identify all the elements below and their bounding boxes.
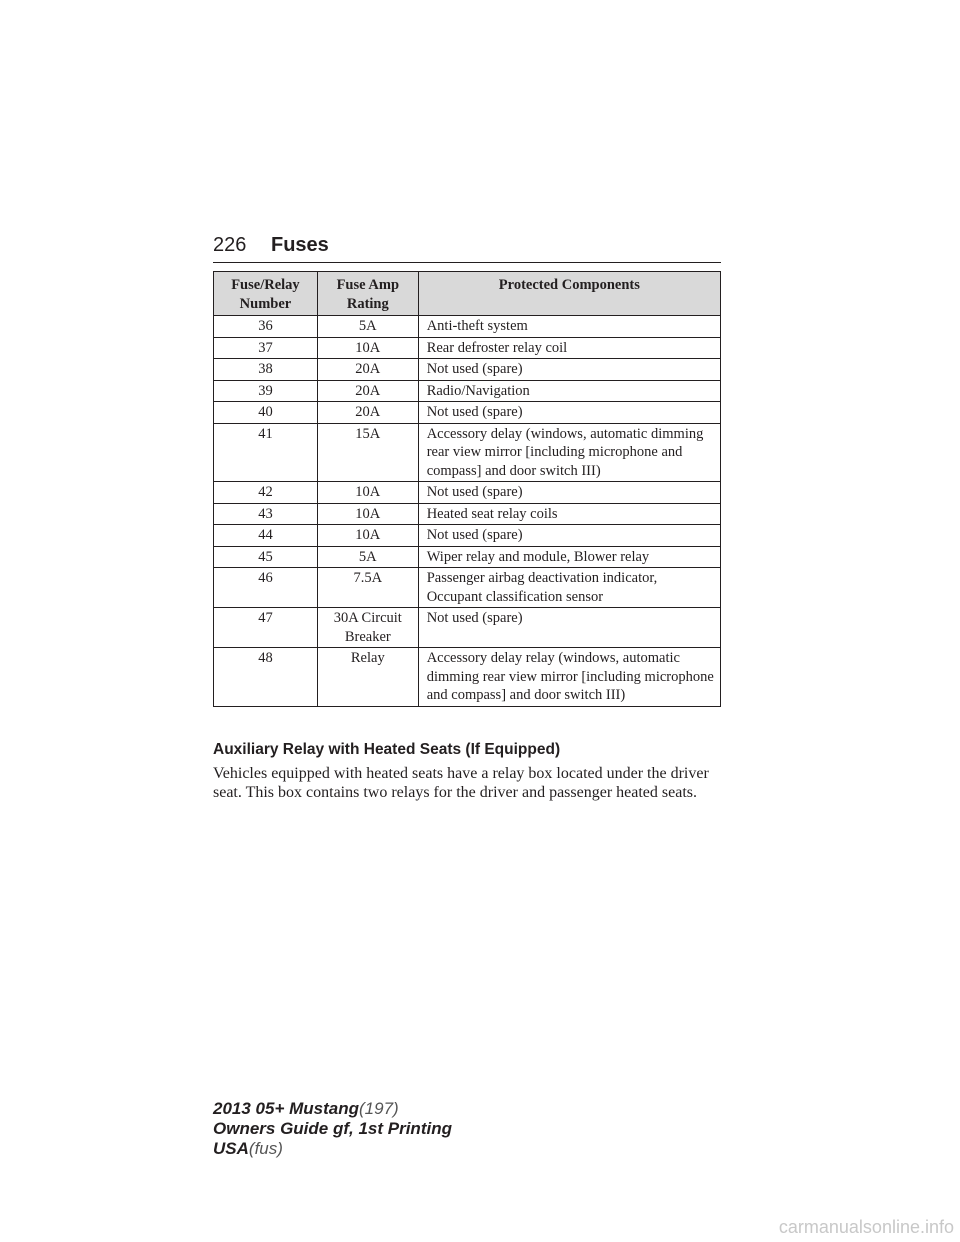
page-header [213,232,721,263]
section-title: Fuses [271,234,329,256]
protected-components-cell: Not used (spare) [418,402,720,424]
fuse-number-cell: 46 [214,568,318,608]
table-row [214,402,721,424]
amp-rating-cell: 20A [317,380,418,402]
footer-line-3 [213,1139,452,1159]
section-heading: Auxiliary Relay with Heated Seats (If Equipped) [213,741,561,758]
table-row [214,337,721,359]
amp-rating-cell: 30A Circuit Breaker [317,608,418,648]
protected-components-cell: Wiper relay and module, Blower relay [418,546,720,568]
footer-guide: Owners Guide gf, 1st Printing [213,1119,452,1138]
table-row [214,359,721,381]
fuse-number-cell: 39 [214,380,318,402]
table-row [214,546,721,568]
section-paragraph: Vehicles equipped with heated seats have a relay box located under the driver seat. This box contains two relays for the driver and passenger heated seats. [213,765,709,801]
amp-rating-cell: Relay [317,648,418,707]
table-row [214,648,721,707]
footer-market-code: (fus) [248,1139,283,1158]
fuse-number-cell: 37 [214,337,318,359]
amp-rating-cell: 15A [317,423,418,482]
amp-rating-cell: 20A [317,359,418,381]
amp-rating-cell: 10A [317,482,418,504]
watermark: carmanualsonline.info [778,1217,954,1237]
fuse-number-cell: 47 [214,608,318,648]
protected-components-cell: Accessory delay relay (windows, automatic dimming rear view mirror [including microphone and compass] and door switch III) [418,648,720,707]
fuse-number-cell: 48 [214,648,318,707]
protected-components-cell: Heated seat relay coils [418,503,720,525]
footer-line-1 [213,1099,452,1119]
column-header-fuse-number: Fuse/Relay Number [214,272,318,316]
fuse-number-cell: 40 [214,402,318,424]
amp-rating-cell: 10A [317,503,418,525]
protected-components-cell: Not used (spare) [418,608,720,648]
footer-model-code: (197) [359,1099,399,1118]
footer-model: 2013 05+ Mustang [213,1099,359,1118]
amp-rating-cell: 5A [317,316,418,338]
footer-market: USA [213,1139,249,1158]
table-row [214,482,721,504]
fuse-number-cell: 43 [214,503,318,525]
protected-components-cell: Not used (spare) [418,359,720,381]
amp-rating-cell: 20A [317,402,418,424]
fuse-number-cell: 45 [214,546,318,568]
fuse-number-cell: 36 [214,316,318,338]
protected-components-cell: Not used (spare) [418,482,720,504]
fuse-number-cell: 44 [214,525,318,547]
protected-components-cell: Accessory delay (windows, automatic dimming rear view mirror [including microphone and compass] and door switch III) [418,423,720,482]
footer [213,1099,452,1159]
fuse-number-cell: 41 [214,423,318,482]
page-number: 226 [213,234,247,256]
protected-components-cell: Radio/Navigation [418,380,720,402]
table-row [214,525,721,547]
amp-rating-cell: 10A [317,525,418,547]
fuse-table-body [214,316,721,707]
table-row [214,380,721,402]
amp-rating-cell: 7.5A [317,568,418,608]
amp-rating-cell: 10A [317,337,418,359]
fuse-table [213,271,721,707]
table-row [214,423,721,482]
protected-components-cell: Rear defroster relay coil [418,337,720,359]
table-row [214,608,721,648]
protected-components-cell: Passenger airbag deactivation indicator, Occupant classification sensor [418,568,720,608]
protected-components-cell: Anti-theft system [418,316,720,338]
table-row [214,503,721,525]
protected-components-cell: Not used (spare) [418,525,720,547]
table-header-row [214,272,721,316]
fuse-number-cell: 38 [214,359,318,381]
table-row [214,316,721,338]
amp-rating-cell: 5A [317,546,418,568]
fuse-number-cell: 42 [214,482,318,504]
table-row [214,568,721,608]
column-header-amp-rating: Fuse Amp Rating [317,272,418,316]
column-header-protected-components: Protected Components [418,272,720,316]
